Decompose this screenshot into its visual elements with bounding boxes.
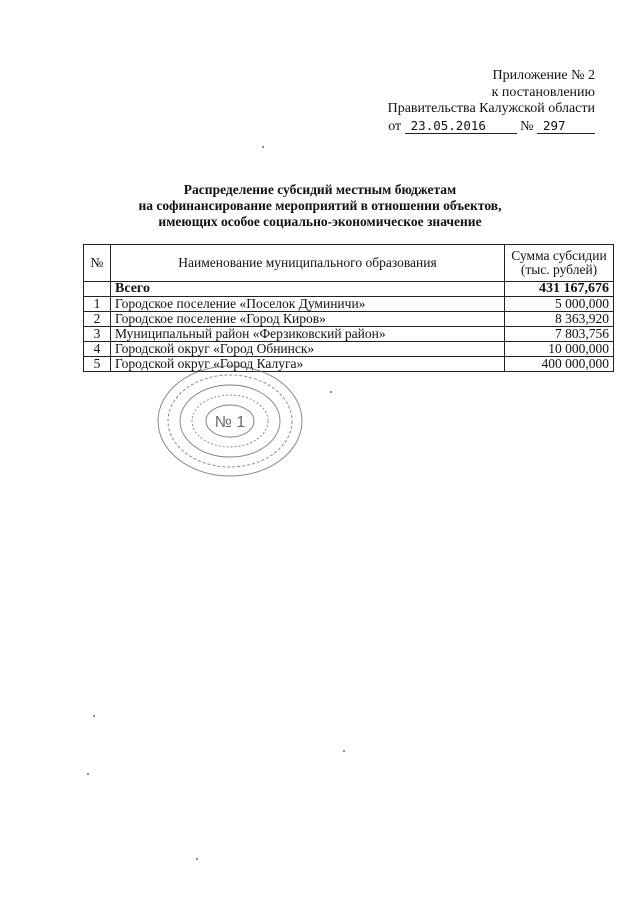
official-seal <box>156 364 304 479</box>
resolution-line <box>388 119 595 136</box>
speck <box>330 391 332 393</box>
header-sum-line-1: Сумма субсидии <box>511 248 607 263</box>
table-header-row <box>84 245 614 282</box>
row-sum: 8 363,920 <box>505 312 614 327</box>
speck <box>262 146 264 148</box>
title-line-1: Распределение субсидий местным бюджетам <box>183 182 457 197</box>
resolution-date: 23.05.2016 <box>405 119 517 134</box>
table-row <box>84 312 614 327</box>
seal-number: № 1 <box>214 414 246 431</box>
row-num: 5 <box>84 357 111 372</box>
row-name: Муниципальный район «Ферзиковский район» <box>111 327 505 342</box>
header-sum-line-2: (тыс. рублей) <box>520 262 598 277</box>
speck <box>343 750 345 752</box>
annex-to-resolution: к постановлению <box>491 84 595 100</box>
resolution-number: 297 <box>537 119 595 134</box>
row-name: Городское поселение «Поселок Думиничи» <box>111 297 505 312</box>
table-row <box>84 327 614 342</box>
annex-government: Правительства Калужской области <box>387 101 595 116</box>
table-row <box>84 342 614 357</box>
total-sum: 431 167,676 <box>505 282 614 297</box>
row-sum: 7 803,756 <box>505 327 614 342</box>
header-num: № <box>84 245 111 282</box>
date-prefix: от <box>388 118 402 134</box>
annex-header <box>388 68 595 135</box>
speck <box>93 715 95 717</box>
total-row <box>84 282 614 297</box>
row-sum: 5 000,000 <box>505 297 614 312</box>
row-num: 4 <box>84 342 111 357</box>
total-label: Всего <box>111 282 505 297</box>
subsidy-table <box>83 244 614 372</box>
row-num: 2 <box>84 312 111 327</box>
table-row <box>84 297 614 312</box>
title-line-2: на софинансирование мероприятий в отношении объектов, <box>138 198 502 213</box>
row-sum: 10 000,000 <box>505 342 614 357</box>
total-num-cell <box>84 282 111 297</box>
row-num: 3 <box>84 327 111 342</box>
row-num: 1 <box>84 297 111 312</box>
row-sum: 400 000,000 <box>505 357 614 372</box>
speck <box>196 858 198 860</box>
header-sum <box>505 245 614 282</box>
speck <box>87 773 89 775</box>
number-sign: № <box>520 118 534 134</box>
document-title <box>0 182 640 230</box>
row-name: Городской округ «Город Калуга» <box>111 357 505 372</box>
row-name: Городской округ «Город Обнинск» <box>111 342 505 357</box>
header-name: Наименование муниципального образования <box>111 245 505 282</box>
title-line-3: имеющих особое социально-экономическое значение <box>158 214 482 229</box>
annex-label: Приложение № 2 <box>492 68 595 83</box>
row-name: Городское поселение «Город Киров» <box>111 312 505 327</box>
